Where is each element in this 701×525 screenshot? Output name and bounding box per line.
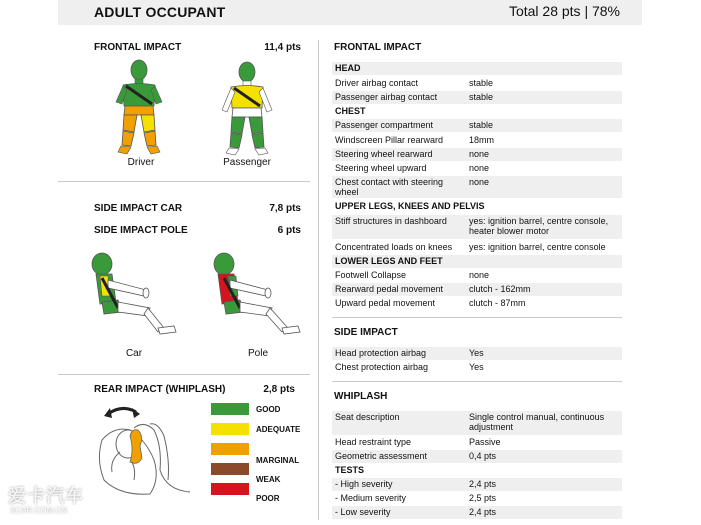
legend-swatch-good xyxy=(211,403,249,415)
side-car-caption: Car xyxy=(125,348,143,359)
legend-label-marginal: MARGINAL xyxy=(256,456,300,465)
page-title: ADULT OCCUPANT xyxy=(94,4,226,20)
row-passenger-airbag: Passenger airbag contact stable xyxy=(332,91,622,104)
right-divider-2 xyxy=(332,381,622,382)
side-car-dummy-figure xyxy=(88,250,180,340)
header-bar xyxy=(58,0,642,25)
row-driver-airbag: Driver airbag contact stable xyxy=(335,78,494,88)
subhead-chest: CHEST xyxy=(335,106,366,116)
row-windscreen-pillar: Windscreen Pillar rearward 18mm xyxy=(335,135,495,145)
row-geometric-assessment: Geometric assessment 0,4 pts xyxy=(332,450,622,463)
legend-label-weak: WEAK xyxy=(256,475,281,484)
legend-swatch-adequate xyxy=(211,423,249,435)
row-stiff-structures: Stiff structures in dashboard yes: ignition barrel, centre console, heater blower motor xyxy=(332,215,622,239)
frontal-impact-points: 11,4 pts xyxy=(264,42,301,53)
side-impact-car-points: 7,8 pts xyxy=(269,203,301,214)
row-high-severity: - High severity 2,4 pts xyxy=(332,478,622,491)
row-footwell: Footwell Collapse none xyxy=(335,270,490,280)
rear-impact-points: 2,8 pts xyxy=(263,384,295,395)
subhead-tests: TESTS xyxy=(335,465,365,475)
row-medium-severity: - Medium severity 2,5 pts xyxy=(335,493,497,503)
rear-impact-label: REAR IMPACT (WHIPLASH) xyxy=(94,384,226,395)
whiplash-title: WHIPLASH xyxy=(334,391,388,402)
passenger-dummy-figure xyxy=(216,60,278,156)
row-chest-protection: Chest protection airbag Yes xyxy=(335,362,484,372)
side-pole-caption: Pole xyxy=(247,348,268,359)
legend-label-adequate: ADEQUATE xyxy=(256,425,301,434)
legend-label-poor: POOR xyxy=(256,494,280,503)
row-steering-upward: Steering wheel upward none xyxy=(335,163,490,173)
watermark-logo: 爱卡汽车 xyxy=(8,486,84,506)
row-seat-description: Seat description Single control manual, continuous adjustment xyxy=(332,411,622,435)
row-concentrated-loads: Concentrated loads on knees yes: ignition barrel, centre console xyxy=(335,242,606,252)
whiplash-seat-figure xyxy=(90,400,202,500)
subhead-upper-legs: UPPER LEGS, KNEES AND PELVIS xyxy=(335,201,485,211)
row-passenger-compartment: Passenger compartment stable xyxy=(332,119,622,132)
side-impact-pole-points: 6 pts xyxy=(277,225,301,236)
subhead-head: HEAD xyxy=(332,62,622,75)
legend-swatch-weak xyxy=(211,463,249,475)
column-divider xyxy=(318,40,319,520)
side-impact-pole-label: SIDE IMPACT POLE xyxy=(94,225,188,236)
legend-swatch-marginal xyxy=(211,443,249,455)
side-pole-dummy-figure xyxy=(208,250,304,340)
row-head-protection: Head protection airbag Yes xyxy=(332,347,622,360)
frontal-impact-title: FRONTAL IMPACT xyxy=(334,42,422,53)
row-low-severity: - Low severity 2,4 pts xyxy=(332,506,622,519)
side-impact-title: SIDE IMPACT xyxy=(334,327,398,338)
row-upward-pedal: Upward pedal movement clutch - 87mm xyxy=(335,298,526,308)
right-divider-1 xyxy=(332,317,622,318)
subhead-lower-legs: LOWER LEGS AND FEET xyxy=(332,255,622,268)
left-divider-2 xyxy=(58,374,310,375)
total-score: Total 28 pts | 78% xyxy=(508,3,620,19)
driver-caption: Driver xyxy=(127,157,155,168)
row-head-restraint: Head restraint type Passive xyxy=(335,437,501,447)
frontal-impact-label: FRONTAL IMPACT xyxy=(94,42,182,53)
passenger-caption: Passenger xyxy=(223,157,271,168)
driver-dummy-figure xyxy=(108,58,170,156)
row-chest-contact: Chest contact with steering wheel none xyxy=(332,176,622,198)
legend-label-good: GOOD xyxy=(256,405,281,414)
row-steering-rearward: Steering wheel rearward none xyxy=(332,148,622,161)
left-divider-1 xyxy=(58,181,310,182)
legend-swatch-poor xyxy=(211,483,249,495)
side-impact-car-label: SIDE IMPACT CAR xyxy=(94,203,183,214)
row-rearward-pedal: Rearward pedal movement clutch - 162mm xyxy=(332,283,622,296)
watermark-url: XCAR.COM.CN xyxy=(10,506,67,515)
